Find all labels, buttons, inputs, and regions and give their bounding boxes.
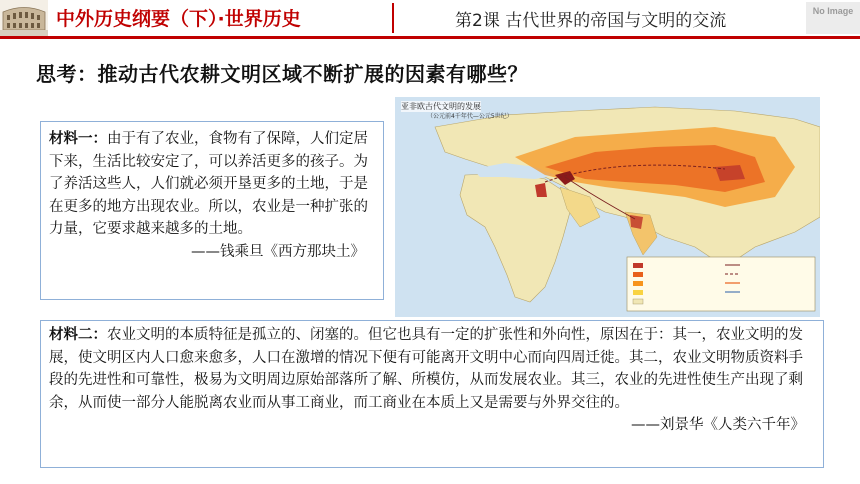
material-two-text: 农业文明的本质特征是孤立的、闭塞的。但它也具有一定的扩张性和外向性，原因在于：其一，农业文明的发展，使文明区内人口愈来愈多，人口在激增的情况下便有可能离开文明中心而向四周迁徙。其二，农业文明物质资料手段的先进性和可靠性，极易为文明周边原始部落所了解、所模仿，从而发展农业。其三，农业的先进性使生产出现了剩余，从而使一部分人能脱离农业而从事工商业，而工商业在本质上又是需要与外界交往的。: [49, 327, 803, 411]
course-title: 中外历史纲要（下）·世界历史: [56, 8, 301, 30]
slide-header: [0, 0, 860, 36]
map-title: 亚非欧古代文明的发展: [401, 102, 481, 111]
material-two-label: 材料二：: [49, 327, 107, 343]
material-two-box: [40, 320, 824, 468]
material-one-label: 材料一：: [49, 131, 107, 147]
colosseum-logo-icon: [0, 0, 48, 36]
material-two-source: ——刘景华《人类六千年》: [631, 417, 805, 433]
material-one-source: ——钱乘旦《西方那块土》: [191, 243, 365, 260]
placeholder-image: No Image: [806, 2, 860, 34]
world-map-icon: [395, 97, 820, 317]
header-divider: [392, 3, 394, 33]
map-subtitle: （公元前4千年代—公元5世纪）: [427, 113, 513, 120]
lesson-title: 第2课 古代世界的帝国与文明的交流: [455, 11, 727, 31]
header-rule: [0, 36, 860, 39]
material-one-text: 由于有了农业，食物有了保障，人们定居下来，生活比较安定了，可以养活更多的孩子。为了养活这些人，人们就必须开垦更多的土地，于是在更多的地方出现农业。所以，农业是一种扩张的力量，它要求越来越多的土地。: [49, 131, 368, 237]
historical-map: [395, 97, 820, 317]
material-one-box: [40, 121, 384, 300]
question-heading: 思考：推动古代农耕文明区域不断扩展的因素有哪些？: [36, 62, 528, 86]
